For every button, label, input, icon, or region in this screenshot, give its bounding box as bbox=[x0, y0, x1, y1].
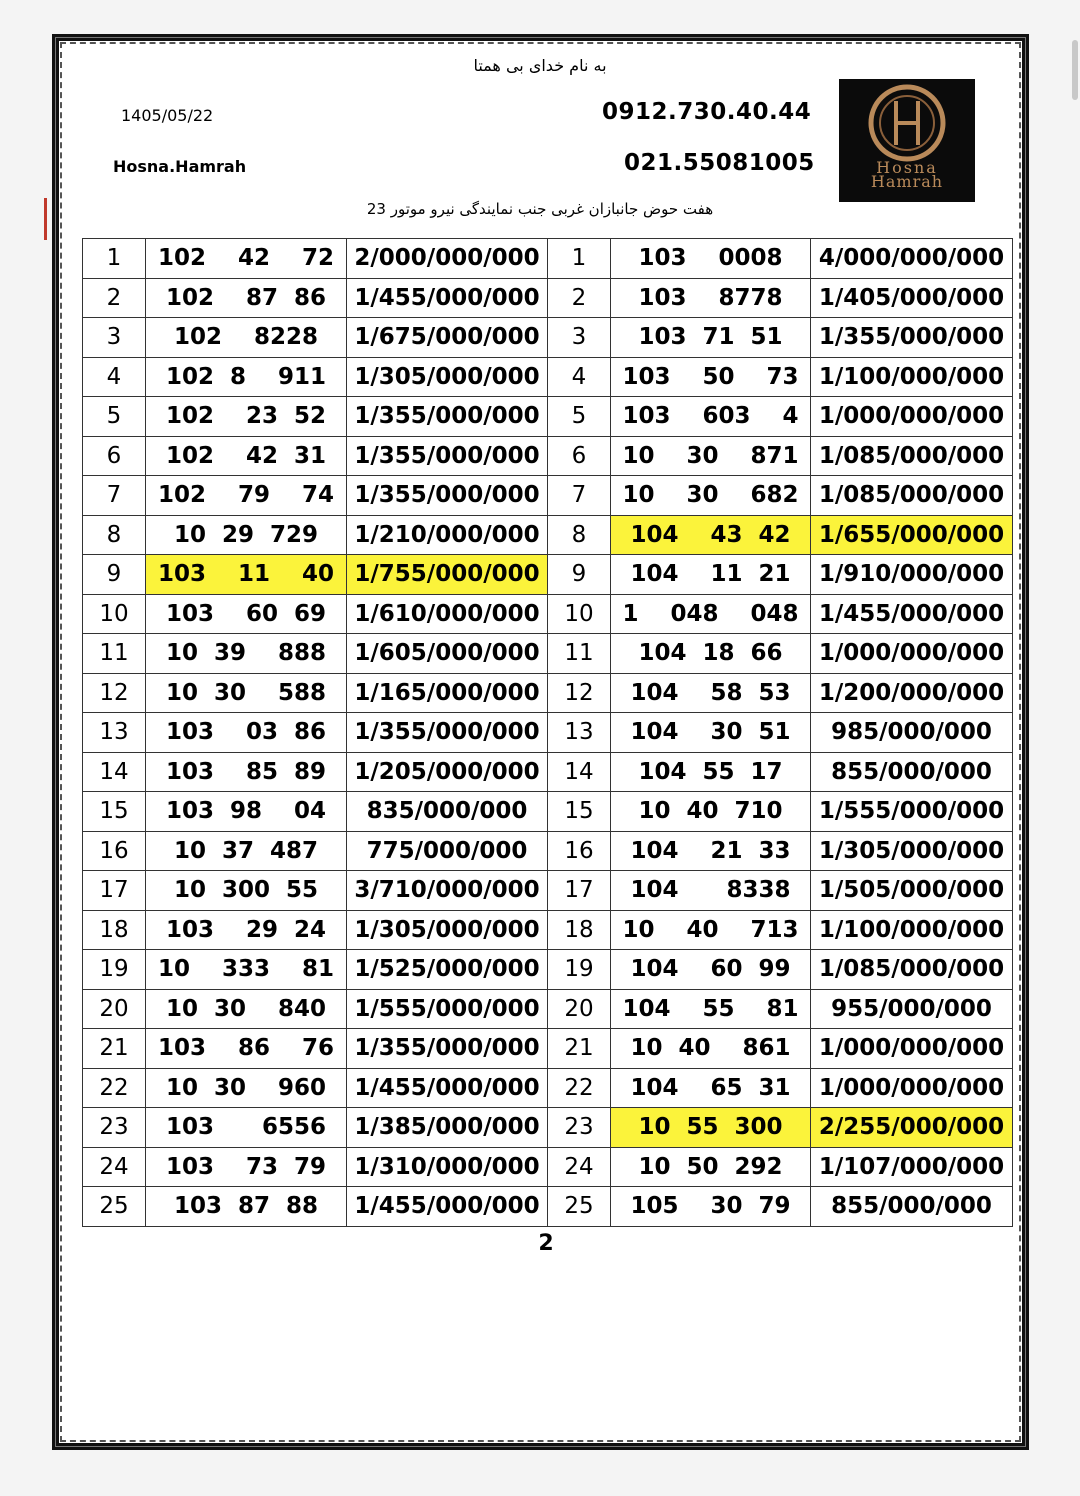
price-right: 1/655/000/000 bbox=[811, 515, 1013, 555]
table-row bbox=[83, 989, 1013, 1029]
row-index-left: 13 bbox=[83, 713, 146, 753]
table-row bbox=[83, 950, 1013, 990]
price-left: 1/455/000/000 bbox=[347, 1187, 548, 1227]
row-index-right: 17 bbox=[548, 871, 611, 911]
row-index-left: 9 bbox=[83, 555, 146, 595]
price-left: 1/305/000/000 bbox=[347, 910, 548, 950]
price-left: 1/610/000/000 bbox=[347, 594, 548, 634]
plate-number-right: 10 30 682 bbox=[611, 476, 811, 516]
row-index-right: 24 bbox=[548, 1147, 611, 1187]
table-row bbox=[83, 397, 1013, 437]
row-index-left: 6 bbox=[83, 436, 146, 476]
plate-number-right: 104 55 81 bbox=[611, 989, 811, 1029]
row-index-right: 16 bbox=[548, 831, 611, 871]
price-right: 1/085/000/000 bbox=[811, 436, 1013, 476]
row-index-right: 15 bbox=[548, 792, 611, 832]
plate-number-right: 104 8338 bbox=[611, 871, 811, 911]
plate-number-right: 10 50 292 bbox=[611, 1147, 811, 1187]
row-index-left: 11 bbox=[83, 634, 146, 674]
plate-number-right: 104 65 31 bbox=[611, 1068, 811, 1108]
price-left: 3/710/000/000 bbox=[347, 871, 548, 911]
table-row bbox=[83, 357, 1013, 397]
price-left: 1/165/000/000 bbox=[347, 673, 548, 713]
table-row bbox=[83, 713, 1013, 753]
table-row bbox=[83, 792, 1013, 832]
table-row bbox=[83, 752, 1013, 792]
row-index-left: 22 bbox=[83, 1068, 146, 1108]
plate-number-left: 102 87 86 bbox=[146, 278, 347, 318]
plate-number-right: 10 30 871 bbox=[611, 436, 811, 476]
plate-number-left: 103 86 76 bbox=[146, 1029, 347, 1069]
row-index-left: 4 bbox=[83, 357, 146, 397]
price-left: 1/355/000/000 bbox=[347, 476, 548, 516]
row-index-right: 22 bbox=[548, 1068, 611, 1108]
table-row bbox=[83, 515, 1013, 555]
table-row bbox=[83, 318, 1013, 358]
row-index-left: 25 bbox=[83, 1187, 146, 1227]
price-left: 835/000/000 bbox=[347, 792, 548, 832]
table-row bbox=[83, 1029, 1013, 1069]
price-right: 1/000/000/000 bbox=[811, 1068, 1013, 1108]
row-index-left: 21 bbox=[83, 1029, 146, 1069]
logo-text-hamrah: Hamrah bbox=[870, 172, 944, 191]
plate-number-right: 104 11 21 bbox=[611, 555, 811, 595]
price-left: 1/675/000/000 bbox=[347, 318, 548, 358]
price-left: 1/305/000/000 bbox=[347, 357, 548, 397]
price-right: 1/085/000/000 bbox=[811, 950, 1013, 990]
price-right: 855/000/000 bbox=[811, 752, 1013, 792]
price-left: 1/210/000/000 bbox=[347, 515, 548, 555]
price-left: 1/755/000/000 bbox=[347, 555, 548, 595]
plate-number-left: 103 11 40 bbox=[146, 555, 347, 595]
table-row bbox=[83, 436, 1013, 476]
row-index-left: 2 bbox=[83, 278, 146, 318]
row-index-right: 14 bbox=[548, 752, 611, 792]
row-index-left: 15 bbox=[83, 792, 146, 832]
row-index-left: 17 bbox=[83, 871, 146, 911]
plate-number-left: 102 23 52 bbox=[146, 397, 347, 437]
table-row bbox=[83, 1187, 1013, 1227]
bismillah-heading: به نام خدای بی همتا bbox=[473, 56, 607, 75]
row-index-right: 12 bbox=[548, 673, 611, 713]
plate-number-left: 10 300 55 bbox=[146, 871, 347, 911]
row-index-right: 11 bbox=[548, 634, 611, 674]
plate-number-left: 10 30 840 bbox=[146, 989, 347, 1029]
plate-number-right: 103 0008 bbox=[611, 239, 811, 279]
row-index-left: 24 bbox=[83, 1147, 146, 1187]
plate-number-right: 105 30 79 bbox=[611, 1187, 811, 1227]
price-left: 1/385/000/000 bbox=[347, 1108, 548, 1148]
row-index-right: 8 bbox=[548, 515, 611, 555]
logo-text-hosna: Hosna bbox=[876, 158, 938, 177]
plate-number-right: 10 40 710 bbox=[611, 792, 811, 832]
price-left: 1/455/000/000 bbox=[347, 1068, 548, 1108]
row-index-right: 13 bbox=[548, 713, 611, 753]
plate-number-left: 10 37 487 bbox=[146, 831, 347, 871]
price-right: 985/000/000 bbox=[811, 713, 1013, 753]
brand-name: Hosna.Hamrah bbox=[113, 157, 247, 176]
plate-number-right: 103 50 73 bbox=[611, 357, 811, 397]
plate-number-left: 103 85 89 bbox=[146, 752, 347, 792]
plate-number-left: 102 79 74 bbox=[146, 476, 347, 516]
row-index-right: 19 bbox=[548, 950, 611, 990]
price-left: 1/355/000/000 bbox=[347, 397, 548, 437]
price-right: 2/255/000/000 bbox=[811, 1108, 1013, 1148]
price-right: 1/100/000/000 bbox=[811, 910, 1013, 950]
address-subtitle: هفت حوض جانبازان غربی جنب نمایندگی نیرو موتور 23 bbox=[366, 200, 714, 218]
table-row bbox=[83, 594, 1013, 634]
price-left: 1/310/000/000 bbox=[347, 1147, 548, 1187]
price-right: 1/000/000/000 bbox=[811, 1029, 1013, 1069]
plate-number-left: 10 333 81 bbox=[146, 950, 347, 990]
price-left: 1/355/000/000 bbox=[347, 1029, 548, 1069]
document-date: 1405/05/22 bbox=[121, 106, 214, 125]
table-row bbox=[83, 910, 1013, 950]
price-left: 775/000/000 bbox=[347, 831, 548, 871]
plate-number-right: 10 40 713 bbox=[611, 910, 811, 950]
price-left: 1/525/000/000 bbox=[347, 950, 548, 990]
plate-number-right: 104 21 33 bbox=[611, 831, 811, 871]
row-index-left: 14 bbox=[83, 752, 146, 792]
plate-number-right: 104 55 17 bbox=[611, 752, 811, 792]
row-index-left: 10 bbox=[83, 594, 146, 634]
plate-number-right: 103 71 51 bbox=[611, 318, 811, 358]
brand-logo bbox=[839, 79, 975, 202]
price-right: 1/000/000/000 bbox=[811, 397, 1013, 437]
price-left: 1/555/000/000 bbox=[347, 989, 548, 1029]
price-right: 1/305/000/000 bbox=[811, 831, 1013, 871]
row-index-right: 25 bbox=[548, 1187, 611, 1227]
price-left: 1/205/000/000 bbox=[347, 752, 548, 792]
plate-number-right: 1 048 048 bbox=[611, 594, 811, 634]
price-left: 1/455/000/000 bbox=[347, 278, 548, 318]
row-index-right: 1 bbox=[548, 239, 611, 279]
row-index-left: 5 bbox=[83, 397, 146, 437]
plate-number-right: 103 8778 bbox=[611, 278, 811, 318]
table-row bbox=[83, 278, 1013, 318]
price-left: 1/355/000/000 bbox=[347, 436, 548, 476]
plate-number-right: 10 40 861 bbox=[611, 1029, 811, 1069]
row-index-left: 8 bbox=[83, 515, 146, 555]
price-left: 1/605/000/000 bbox=[347, 634, 548, 674]
row-index-left: 7 bbox=[83, 476, 146, 516]
row-index-right: 23 bbox=[548, 1108, 611, 1148]
row-index-left: 20 bbox=[83, 989, 146, 1029]
table-row bbox=[83, 476, 1013, 516]
row-index-right: 9 bbox=[548, 555, 611, 595]
plate-number-left: 102 8 911 bbox=[146, 357, 347, 397]
plate-number-left: 103 87 88 bbox=[146, 1187, 347, 1227]
plate-number-left: 103 6556 bbox=[146, 1108, 347, 1148]
plate-number-left: 103 73 79 bbox=[146, 1147, 347, 1187]
price-right: 4/000/000/000 bbox=[811, 239, 1013, 279]
table-row bbox=[83, 831, 1013, 871]
plate-number-left: 102 42 31 bbox=[146, 436, 347, 476]
price-right: 855/000/000 bbox=[811, 1187, 1013, 1227]
plate-number-left: 10 30 588 bbox=[146, 673, 347, 713]
row-index-left: 23 bbox=[83, 1108, 146, 1148]
table-row bbox=[83, 871, 1013, 911]
table-row bbox=[83, 555, 1013, 595]
plate-number-right: 104 18 66 bbox=[611, 634, 811, 674]
plate-number-right: 104 30 51 bbox=[611, 713, 811, 753]
price-left: 2/000/000/000 bbox=[347, 239, 548, 279]
plate-number-right: 104 43 42 bbox=[611, 515, 811, 555]
plate-number-left: 103 03 86 bbox=[146, 713, 347, 753]
plate-number-left: 103 60 69 bbox=[146, 594, 347, 634]
page-number: 2 bbox=[538, 1231, 554, 1256]
table-row bbox=[83, 673, 1013, 713]
price-right: 1/505/000/000 bbox=[811, 871, 1013, 911]
price-right: 1/555/000/000 bbox=[811, 792, 1013, 832]
plate-number-left: 10 29 729 bbox=[146, 515, 347, 555]
plate-number-right: 104 58 53 bbox=[611, 673, 811, 713]
row-index-right: 7 bbox=[548, 476, 611, 516]
row-index-left: 16 bbox=[83, 831, 146, 871]
price-right: 1/455/000/000 bbox=[811, 594, 1013, 634]
price-right: 1/100/000/000 bbox=[811, 357, 1013, 397]
row-index-right: 4 bbox=[548, 357, 611, 397]
plate-number-left: 102 42 72 bbox=[146, 239, 347, 279]
plate-number-right: 10 55 300 bbox=[611, 1108, 811, 1148]
row-index-right: 21 bbox=[548, 1029, 611, 1069]
plate-number-left: 103 29 24 bbox=[146, 910, 347, 950]
row-index-right: 5 bbox=[548, 397, 611, 437]
price-right: 1/355/000/000 bbox=[811, 318, 1013, 358]
table-row bbox=[83, 634, 1013, 674]
row-index-left: 19 bbox=[83, 950, 146, 990]
plate-number-right: 103 603 4 bbox=[611, 397, 811, 437]
row-index-right: 20 bbox=[548, 989, 611, 1029]
price-right: 1/910/000/000 bbox=[811, 555, 1013, 595]
plate-number-left: 102 8228 bbox=[146, 318, 347, 358]
row-index-right: 18 bbox=[548, 910, 611, 950]
mobile-phone-number: 0912.730.40.44 bbox=[602, 99, 812, 125]
logo-emblem-icon bbox=[839, 79, 975, 169]
price-right: 1/200/000/000 bbox=[811, 673, 1013, 713]
row-index-right: 6 bbox=[548, 436, 611, 476]
row-index-left: 12 bbox=[83, 673, 146, 713]
plate-number-left: 10 30 960 bbox=[146, 1068, 347, 1108]
plate-price-table bbox=[82, 238, 1013, 1227]
price-right: 1/085/000/000 bbox=[811, 476, 1013, 516]
row-index-left: 18 bbox=[83, 910, 146, 950]
plate-number-right: 104 60 99 bbox=[611, 950, 811, 990]
row-index-right: 2 bbox=[548, 278, 611, 318]
row-index-left: 1 bbox=[83, 239, 146, 279]
row-index-left: 3 bbox=[83, 318, 146, 358]
price-right: 1/107/000/000 bbox=[811, 1147, 1013, 1187]
landline-phone-number: 021.55081005 bbox=[624, 150, 815, 176]
table-row bbox=[83, 1108, 1013, 1148]
plate-number-left: 10 39 888 bbox=[146, 634, 347, 674]
price-right: 1/405/000/000 bbox=[811, 278, 1013, 318]
price-left: 1/355/000/000 bbox=[347, 713, 548, 753]
row-index-right: 3 bbox=[548, 318, 611, 358]
price-right: 1/000/000/000 bbox=[811, 634, 1013, 674]
table-row bbox=[83, 1068, 1013, 1108]
row-index-right: 10 bbox=[548, 594, 611, 634]
table-row bbox=[83, 239, 1013, 279]
plate-number-left: 103 98 04 bbox=[146, 792, 347, 832]
price-right: 955/000/000 bbox=[811, 989, 1013, 1029]
table-row bbox=[83, 1147, 1013, 1187]
